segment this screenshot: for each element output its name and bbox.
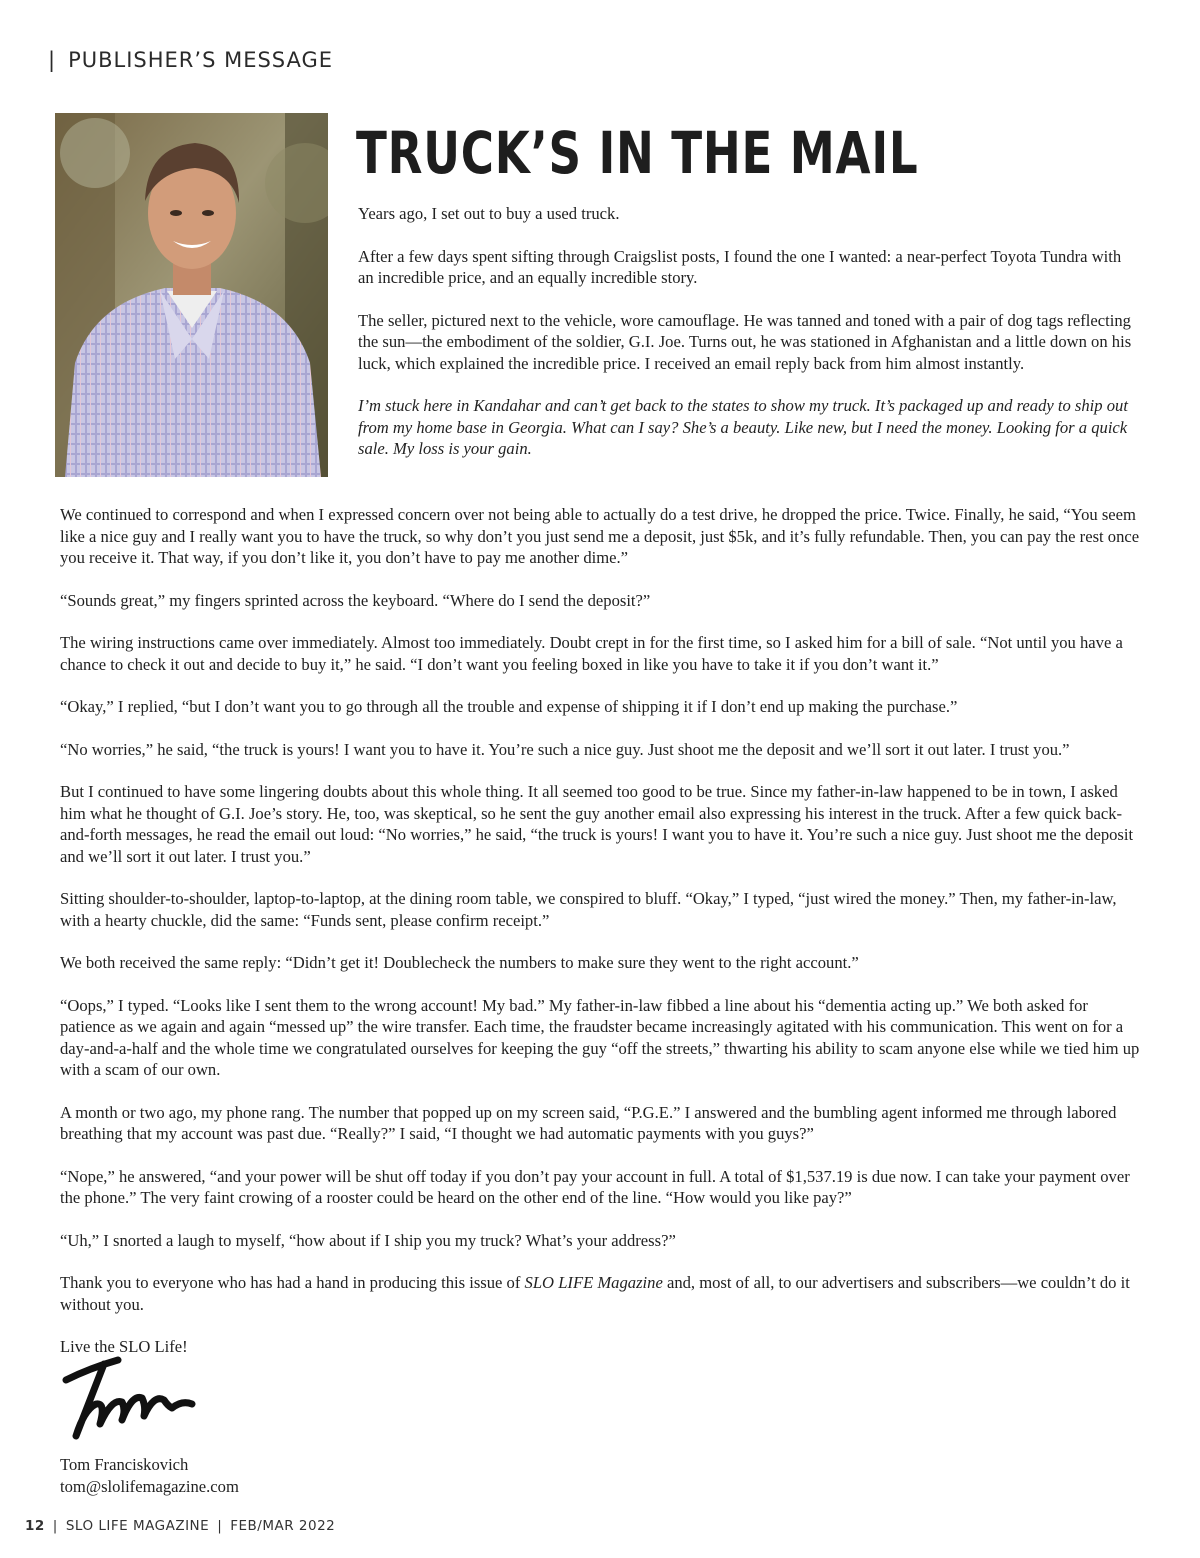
thanks-text-after: and, most of all, to our advertisers and subscribers—we couldn’t do it without you.: [60, 1273, 1130, 1314]
author-email[interactable]: tom@slolifemagazine.com: [60, 1476, 239, 1496]
article-intro: [358, 203, 1140, 481]
body-paragraph: The wiring instructions came over immediately. Almost too immediately. Doubt crept in for the first time, so I asked him for a bill of sale. “Not until you have a chance to check it out and decide to buy it,” he said. “I don’t want you feeling boxed in like you have to take it if you don’t want it.”: [60, 633, 1123, 674]
body-paragraph: “Nope,” he answered, “and your power will be shut off today if you don’t pay your account in full. A total of $1,537.19 is due now. I can take your payment over the phone.” The very faint crowing of a rooster could be heard on the other end of the line. “How would you like pay?”: [60, 1166, 1130, 1207]
section-header: [48, 48, 333, 72]
body-paragraph: We both received the same reply: “Didn’t get it! Doublecheck the numbers to make sure they went to the right account.”: [60, 953, 859, 972]
closing-line: Live the SLO Life!: [60, 1337, 188, 1356]
article-body: [60, 504, 1140, 1379]
intro-paragraph: After a few days spent sifting through Craigslist posts, I found the one I wanted: a near-perfect Toyota Tundra with an incredible price, and an equally incredible story.: [358, 246, 1122, 287]
section-divider: |: [48, 48, 57, 72]
intro-paragraph: Years ago, I set out to buy a used truck.: [358, 204, 620, 223]
intro-paragraph: The seller, pictured next to the vehicle, wore camouflage. He was tanned and toned with a pair of dog tags reflecting the sun—the embodiment of the soldier, G.I. Joe. Turns out, he was stationed in Afghanistan and a little down on his luck, which explained the incredible price. I received an email reply back from him almost instantly.: [358, 310, 1132, 373]
body-paragraph: “Oops,” I typed. “Looks like I sent them to the wrong account! My bad.” My father-in-law fibbed a line about his “dementia acting up.” We both asked for patience as we again and again “messed up” the wire transfer. Each time, the fraudster became increasingly agitated with his communication. This went on for a day-and-a-half and the whole time we congratulated ourselves for keeping the guy “off the streets,” thwarting his ability to scam anyone else while we tied him up with a scam of our own.: [60, 995, 1140, 1079]
publisher-portrait: [55, 113, 328, 477]
body-paragraph: “Okay,” I replied, “but I don’t want you to go through all the trouble and expense of shipping it if I don’t end up making the purchase.”: [60, 697, 958, 716]
body-paragraph: “No worries,” he said, “the truck is yours! I want you to have it. You’re such a nice guy. Just shoot me the deposit and we’ll sort it out later. I trust you.”: [60, 739, 1070, 759]
quoted-email: I’m stuck here in Kandahar and can’t get back to the states to show my truck. It’s packaged up and ready to ship out from my home base in Georgia. What can I say? She’s a beauty. Like new, but I need the money. Looking for a quick sale. My loss is your gain.: [358, 396, 1128, 458]
signature: [60, 1350, 200, 1442]
body-paragraph: A month or two ago, my phone rang. The number that popped up on my screen said, “P.G.E.” I answered and the bumbling agent informed me through labored breathing that my account was past due. “Really?” I said, “I thought we had automatic payments with you guys?”: [60, 1102, 1117, 1143]
publisher-photo: [55, 113, 328, 477]
body-paragraph: Sitting shoulder-to-shoulder, laptop-to-laptop, at the dining room table, we conspired to bluff. “Okay,” I typed, “just wired the money.” Then, my father-in-law, with a hearty chuckle, did the same: “Funds sent, please confirm receipt.”: [60, 889, 1117, 930]
body-paragraph: We continued to correspond and when I expressed concern over not being able to actually do a test drive, he dropped the price. Twice. Finally, he said, “You seem like a nice guy and I really want you to have the truck, so why don’t you just send me a deposit, just $5k, and it’s fully refundable. Then, you can pay the rest once you receive it. That way, if you don’t like it, you don’t have to pay me another dime.”: [60, 505, 1140, 567]
author-name: Tom Franciskovich: [60, 1455, 189, 1474]
section-title: PUBLISHER’S MESSAGE: [68, 48, 334, 72]
signature-drawing: [60, 1350, 200, 1442]
article-headline: TRUCK’S IN THE MAIL: [356, 119, 919, 187]
thanks-paragraph: [60, 1272, 1140, 1315]
author-block: [60, 1454, 239, 1497]
thanks-text-before: Thank you to everyone who has had a hand in producing this issue of: [60, 1273, 525, 1292]
page-footer: [25, 1518, 335, 1534]
footer-divider: |: [217, 1518, 223, 1534]
body-paragraph: “Sounds great,” my fingers sprinted across the keyboard. “Where do I send the deposit?”: [60, 590, 651, 610]
page-number: 12: [25, 1518, 45, 1534]
footer-magazine: SLO LIFE MAGAZINE: [65, 1518, 210, 1534]
footer-divider: |: [52, 1518, 58, 1534]
magazine-title: SLO LIFE Magazine: [524, 1273, 663, 1292]
body-paragraph: But I continued to have some lingering doubts about this whole thing. It all seemed too good to be true. Since my father-in-law happened to be in town, I asked him what he thought of G.I. Joe’s story. He, too, was skeptical, so he sent the guy another email also expressing his interest in the truck. After a few quick back-and-forth messages, he read the email out loud: “No worries,” he said, “the truck is yours! I want you to have it. You’re such a nice guy. Just shoot me the deposit and we’ll sort it out later. I trust you.”: [60, 782, 1134, 866]
body-paragraph: “Uh,” I snorted a laugh to myself, “how about if I ship you my truck? What’s your address?”: [60, 1230, 676, 1250]
footer-issue: FEB/MAR 2022: [230, 1518, 336, 1534]
